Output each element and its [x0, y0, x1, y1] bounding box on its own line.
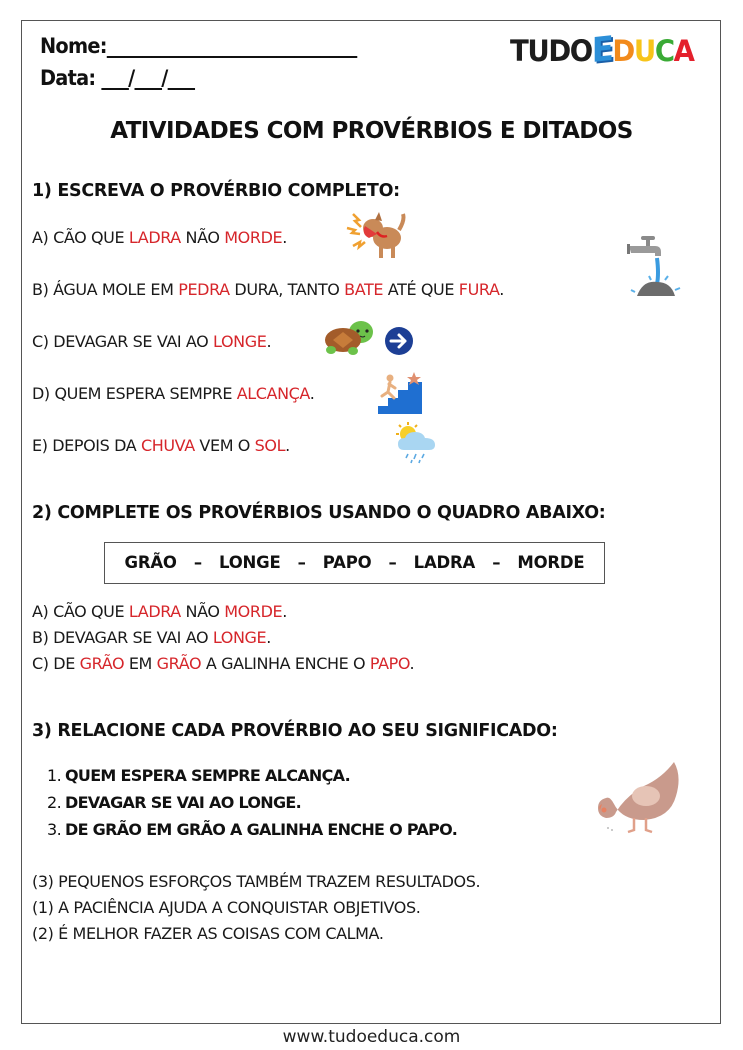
text: D) QUEM ESPERA SEMPRE: [32, 384, 237, 403]
text: .: [266, 628, 271, 647]
highlight-word: FURA: [458, 280, 500, 299]
name-label: Nome:: [40, 34, 107, 58]
text: A) CÃO QUE: [32, 228, 129, 247]
filled-word[interactable]: GRÃO: [156, 654, 202, 673]
proverb-line-b: [32, 280, 504, 299]
logo-book-e-icon: E: [591, 28, 613, 72]
list-text: DE GRÃO EM GRÃO A GALINHA ENCHE O PAPO.: [65, 820, 458, 839]
text: NÃO: [180, 228, 225, 247]
text: B) DEVAGAR SE VAI AO: [32, 628, 213, 647]
logo-tudo: TUDO: [510, 34, 592, 68]
text: E) DEPOIS DA: [32, 436, 141, 455]
text: C) DEVAGAR SE VAI AO: [32, 332, 214, 351]
proverb-line-e: [32, 436, 290, 455]
completed-proverb-b: [32, 628, 271, 647]
highlight-word: SOL: [254, 436, 286, 455]
faucet-dripping-on-stone-icon: [625, 234, 685, 300]
date-field: [40, 66, 194, 90]
meaning-line-1: (3) PEQUENOS ESFORÇOS TAMBÉM TRAZEM RESULTADOS.: [32, 872, 481, 891]
proverb-list-item-2: [47, 793, 301, 812]
proverb-list-item-3: [47, 820, 457, 839]
meaning-line-2: (1) A PACIÊNCIA AJUDA A CONQUISTAR OBJETIVOS.: [32, 898, 421, 917]
tudoeduca-logo: [510, 30, 694, 70]
section2-heading: 2) COMPLETE OS PROVÉRBIOS USANDO O QUADRO ABAIXO:: [32, 503, 606, 523]
filled-word[interactable]: PAPO: [369, 654, 410, 673]
text: VEM O: [194, 436, 255, 455]
section1-heading: 1) ESCREVA O PROVÉRBIO COMPLETO:: [32, 181, 400, 201]
hen-pecking-icon: [594, 760, 684, 836]
proverb-list-item-1: [47, 766, 350, 785]
meaning-line-3: (2) É MELHOR FAZER AS COISAS COM CALMA.: [32, 924, 384, 943]
text: .: [282, 228, 287, 247]
list-number: 2.: [47, 793, 62, 812]
barking-dog-icon: [343, 208, 407, 260]
logo-u: U: [633, 34, 655, 68]
name-blank-line[interactable]: ____________________________: [106, 34, 357, 58]
text: ATÉ QUE: [383, 280, 459, 299]
text: B) ÁGUA MOLE EM: [32, 280, 179, 299]
filled-word[interactable]: MORDE: [224, 602, 283, 621]
text: A) CÃO QUE: [32, 602, 129, 621]
climbing-stairs-star-icon: [376, 372, 424, 414]
list-number: 3.: [47, 820, 62, 839]
text: .: [266, 332, 272, 351]
proverb-line-a: [32, 228, 287, 247]
turtle-icon: [323, 318, 377, 356]
proverb-line-d: [32, 384, 314, 403]
highlight-word: PEDRA: [178, 280, 230, 299]
logo-d: D: [612, 34, 634, 68]
filled-word[interactable]: GRÃO: [79, 654, 125, 673]
text: DURA, TANTO: [229, 280, 345, 299]
highlight-word: LADRA: [128, 228, 181, 247]
list-text: QUEM ESPERA SEMPRE ALCANÇA.: [65, 766, 351, 785]
section3-heading: 3) RELACIONE CADA PROVÉRBIO AO SEU SIGNIFICADO:: [32, 721, 558, 741]
filled-word[interactable]: LONGE: [212, 628, 267, 647]
proverb-line-c: [32, 332, 271, 351]
word-bank-box: GRÃO – LONGE – PAPO – LADRA – MORDE: [104, 542, 605, 584]
completed-proverb-a: [32, 602, 287, 621]
list-text: DEVAGAR SE VAI AO LONGE.: [65, 793, 302, 812]
list-number: 1.: [47, 766, 62, 785]
date-blank-line[interactable]: ___/___/___: [101, 66, 195, 90]
highlight-word: BATE: [344, 280, 384, 299]
text: A GALINHA ENCHE O: [201, 654, 370, 673]
highlight-word: LONGE: [213, 332, 267, 351]
highlight-word: ALCANÇA: [236, 384, 310, 403]
date-label: Data:: [40, 66, 96, 90]
name-field: [40, 34, 357, 58]
text: .: [282, 602, 287, 621]
highlight-word: CHUVA: [140, 436, 195, 455]
text: NÃO: [180, 602, 225, 621]
text: .: [499, 280, 504, 299]
arrow-right-sign-icon: [384, 326, 414, 356]
text: .: [309, 384, 315, 403]
filled-word[interactable]: LADRA: [128, 602, 181, 621]
sun-rain-cloud-icon: [394, 422, 440, 466]
logo-c: C: [654, 34, 674, 68]
footer-website-url[interactable]: www.tudoeduca.com: [282, 1027, 461, 1047]
completed-proverb-c: [32, 654, 414, 673]
text: .: [285, 436, 290, 455]
text: C) DE: [32, 654, 80, 673]
page-title: ATIVIDADES COM PROVÉRBIOS E DITADOS: [110, 118, 633, 144]
highlight-word: MORDE: [224, 228, 283, 247]
text: .: [409, 654, 415, 673]
text: EM: [124, 654, 157, 673]
logo-a: A: [673, 34, 694, 68]
